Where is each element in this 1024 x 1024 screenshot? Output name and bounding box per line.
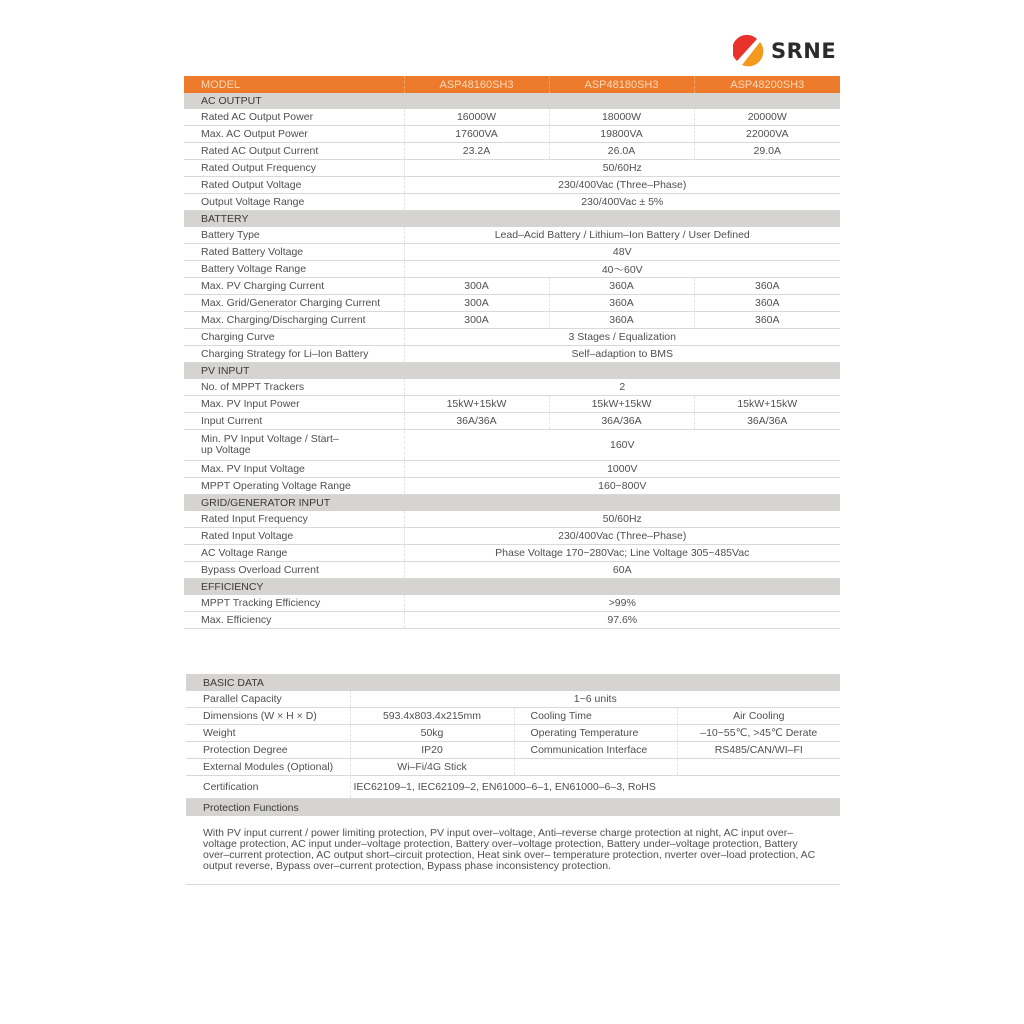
cell-value: 360A <box>694 295 840 312</box>
model-name: ASP48160SH3 <box>404 76 549 93</box>
cell-value: IP20 <box>350 742 514 759</box>
table-row <box>184 109 840 126</box>
section-header-battery: BATTERY <box>184 211 840 228</box>
row-label: Weight <box>186 725 350 742</box>
table-row <box>184 461 840 478</box>
cell-value: 26.0A <box>549 143 694 160</box>
row-label: Battery Voltage Range <box>184 261 404 278</box>
cell-value: 17600VA <box>404 126 549 143</box>
table-row <box>184 227 840 244</box>
row-label: Battery Type <box>184 227 404 244</box>
cell-value: 40～60V <box>404 261 840 278</box>
section-header-grid-input: GRID/GENERATOR INPUT <box>184 495 840 512</box>
cell-value: 50kg <box>350 725 514 742</box>
spec-table <box>184 76 840 629</box>
section-header-pv-input: PV INPUT <box>184 363 840 380</box>
cell-value: 300A <box>404 278 549 295</box>
table-row <box>184 430 840 461</box>
row-label: Rated Battery Voltage <box>184 244 404 261</box>
table-row <box>184 295 840 312</box>
table-row <box>184 278 840 295</box>
cell-value: 48V <box>404 244 840 261</box>
section-header-basic-data: BASIC DATA <box>186 674 840 691</box>
row-label: Rated Output Frequency <box>184 160 404 177</box>
protection-functions-text: With PV input current / power limiting protection, PV input over–voltage, Anti–reverse charge protection at night, AC input over–voltage protection, AC input under–voltage protection, Battery over–voltage protection, Battery under–voltage protection, Battery over–current protection, AC output short–circuit protection, Heat sink over– temperature protection, nverter over–load protection, AC output reverse, Bypass over–current protection, Bypass phase inconsistency protection. <box>186 816 840 885</box>
table-row <box>184 244 840 261</box>
cell-value: 230/400Vac ± 5% <box>404 194 840 211</box>
table-row <box>186 691 840 708</box>
cell-value: 15kW+15kW <box>404 396 549 413</box>
cell-value: 230/400Vac (Three–Phase) <box>404 177 840 194</box>
cell-value: 2 <box>404 379 840 396</box>
table-row <box>184 528 840 545</box>
cell-value: 15kW+15kW <box>694 396 840 413</box>
model-header-row <box>184 76 840 93</box>
table-row <box>184 562 840 579</box>
row-label: Rated Input Frequency <box>184 511 404 528</box>
section-header-efficiency: EFFICIENCY <box>184 579 840 596</box>
cell-value: 36A/36A <box>694 413 840 430</box>
cell-value: 300A <box>404 312 549 329</box>
section-header-ac-output: AC OUTPUT <box>184 93 840 109</box>
table-row <box>184 329 840 346</box>
table-row <box>184 261 840 278</box>
cell-value: Air Cooling <box>677 708 840 725</box>
row-label: Max. PV Charging Current <box>184 278 404 295</box>
cell-value: 20000W <box>694 109 840 126</box>
row-label: Parallel Capacity <box>186 691 350 708</box>
table-row <box>186 742 840 759</box>
cell-value: 60A <box>404 562 840 579</box>
cell-value: >99% <box>404 595 840 612</box>
row-label: Output Voltage Range <box>184 194 404 211</box>
cell-value: 1000V <box>404 461 840 478</box>
row-label: Protection Degree <box>186 742 350 759</box>
row-label: Max. Grid/Generator Charging Current <box>184 295 404 312</box>
table-row <box>184 612 840 629</box>
row-label: MPPT Operating Voltage Range <box>184 478 404 495</box>
row-label: Bypass Overload Current <box>184 562 404 579</box>
cell-value: 19800VA <box>549 126 694 143</box>
row-label: Rated AC Output Power <box>184 109 404 126</box>
row-label: Rated Input Voltage <box>184 528 404 545</box>
cell-value: 97.6% <box>404 612 840 629</box>
table-row <box>184 478 840 495</box>
cell-value: 22000VA <box>694 126 840 143</box>
table-row <box>184 312 840 329</box>
table-row <box>186 776 840 799</box>
cell-value: Lead–Acid Battery / Lithium–Ion Battery / User Defined <box>404 227 840 244</box>
row-label: Min. PV Input Voltage / Start–up Voltage <box>184 430 404 461</box>
cell-value: 36A/36A <box>404 413 549 430</box>
table-row <box>184 126 840 143</box>
cell-value: 360A <box>694 278 840 295</box>
cell-value: 3 Stages / Equalization <box>404 329 840 346</box>
cell-value: Self–adaption to BMS <box>404 346 840 363</box>
row-label: Dimensions (W × H × D) <box>186 708 350 725</box>
table-row <box>184 595 840 612</box>
cell-value: 50/60Hz <box>404 160 840 177</box>
row-label: AC Voltage Range <box>184 545 404 562</box>
cell-value: RS485/CAN/WI–FI <box>677 742 840 759</box>
row-label: Charging Strategy for Li–Ion Battery <box>184 346 404 363</box>
cell-value: 36A/36A <box>549 413 694 430</box>
row-label: Communication Interface <box>514 742 677 759</box>
srne-logo-icon <box>733 34 765 68</box>
row-label: Max. PV Input Voltage <box>184 461 404 478</box>
cell-value: Wi–Fi/4G Stick <box>350 759 514 776</box>
row-label: Operating Temperature <box>514 725 677 742</box>
row-label: Max. Charging/Discharging Current <box>184 312 404 329</box>
cell-value: –10~55℃, >45℃ Derate <box>677 725 840 742</box>
cell-value: 360A <box>549 295 694 312</box>
cell-value: 360A <box>549 278 694 295</box>
row-label: External Modules (Optional) <box>186 759 350 776</box>
row-label: No. of MPPT Trackers <box>184 379 404 396</box>
cell-value: 18000W <box>549 109 694 126</box>
cell-value: 300A <box>404 295 549 312</box>
table-row <box>184 194 840 211</box>
section-header-protection-functions: Protection Functions <box>186 799 840 817</box>
cell-value: 50/60Hz <box>404 511 840 528</box>
table-row <box>184 413 840 430</box>
row-label: Max. PV Input Power <box>184 396 404 413</box>
table-row <box>186 759 840 776</box>
table-row <box>186 708 840 725</box>
row-label: MPPT Tracking Efficiency <box>184 595 404 612</box>
table-row <box>184 379 840 396</box>
cell-value: 230/400Vac (Three–Phase) <box>404 528 840 545</box>
row-label: Input Current <box>184 413 404 430</box>
empty-cell <box>677 759 840 776</box>
cell-value: 29.0A <box>694 143 840 160</box>
row-label: Certification <box>186 776 350 799</box>
table-row <box>184 346 840 363</box>
cell-value: 360A <box>549 312 694 329</box>
brand-name: SRNE <box>771 39 837 63</box>
table-row <box>186 725 840 742</box>
model-name: ASP48200SH3 <box>694 76 840 93</box>
cell-value: 360A <box>694 312 840 329</box>
model-name: ASP48180SH3 <box>549 76 694 93</box>
cell-value: 16000W <box>404 109 549 126</box>
protection-functions-row <box>186 816 840 885</box>
model-label: MODEL <box>184 76 404 93</box>
table-row <box>184 511 840 528</box>
cell-value: Phase Voltage 170~280Vac; Line Voltage 305~485Vac <box>404 545 840 562</box>
table-row <box>184 143 840 160</box>
table-row <box>184 545 840 562</box>
row-label: Max. AC Output Power <box>184 126 404 143</box>
row-label: Rated AC Output Current <box>184 143 404 160</box>
table-row <box>184 160 840 177</box>
row-label: Charging Curve <box>184 329 404 346</box>
table-row <box>184 396 840 413</box>
cell-value: 23.2A <box>404 143 549 160</box>
row-label: Cooling Time <box>514 708 677 725</box>
cell-value: 160V <box>404 430 840 461</box>
cell-value: 593.4x803.4x215mm <box>350 708 514 725</box>
cell-value: 15kW+15kW <box>549 396 694 413</box>
brand-logo <box>733 33 836 69</box>
cell-value: 1~6 units <box>350 691 840 708</box>
table-row <box>184 177 840 194</box>
row-label: Rated Output Voltage <box>184 177 404 194</box>
row-label: Max. Efficiency <box>184 612 404 629</box>
empty-cell <box>514 759 677 776</box>
cell-value: 160~800V <box>404 478 840 495</box>
cell-value: IEC62109–1, IEC62109–2, EN61000–6–1, EN61000–6–3, RoHS <box>350 776 840 799</box>
basic-data-table <box>186 674 840 885</box>
